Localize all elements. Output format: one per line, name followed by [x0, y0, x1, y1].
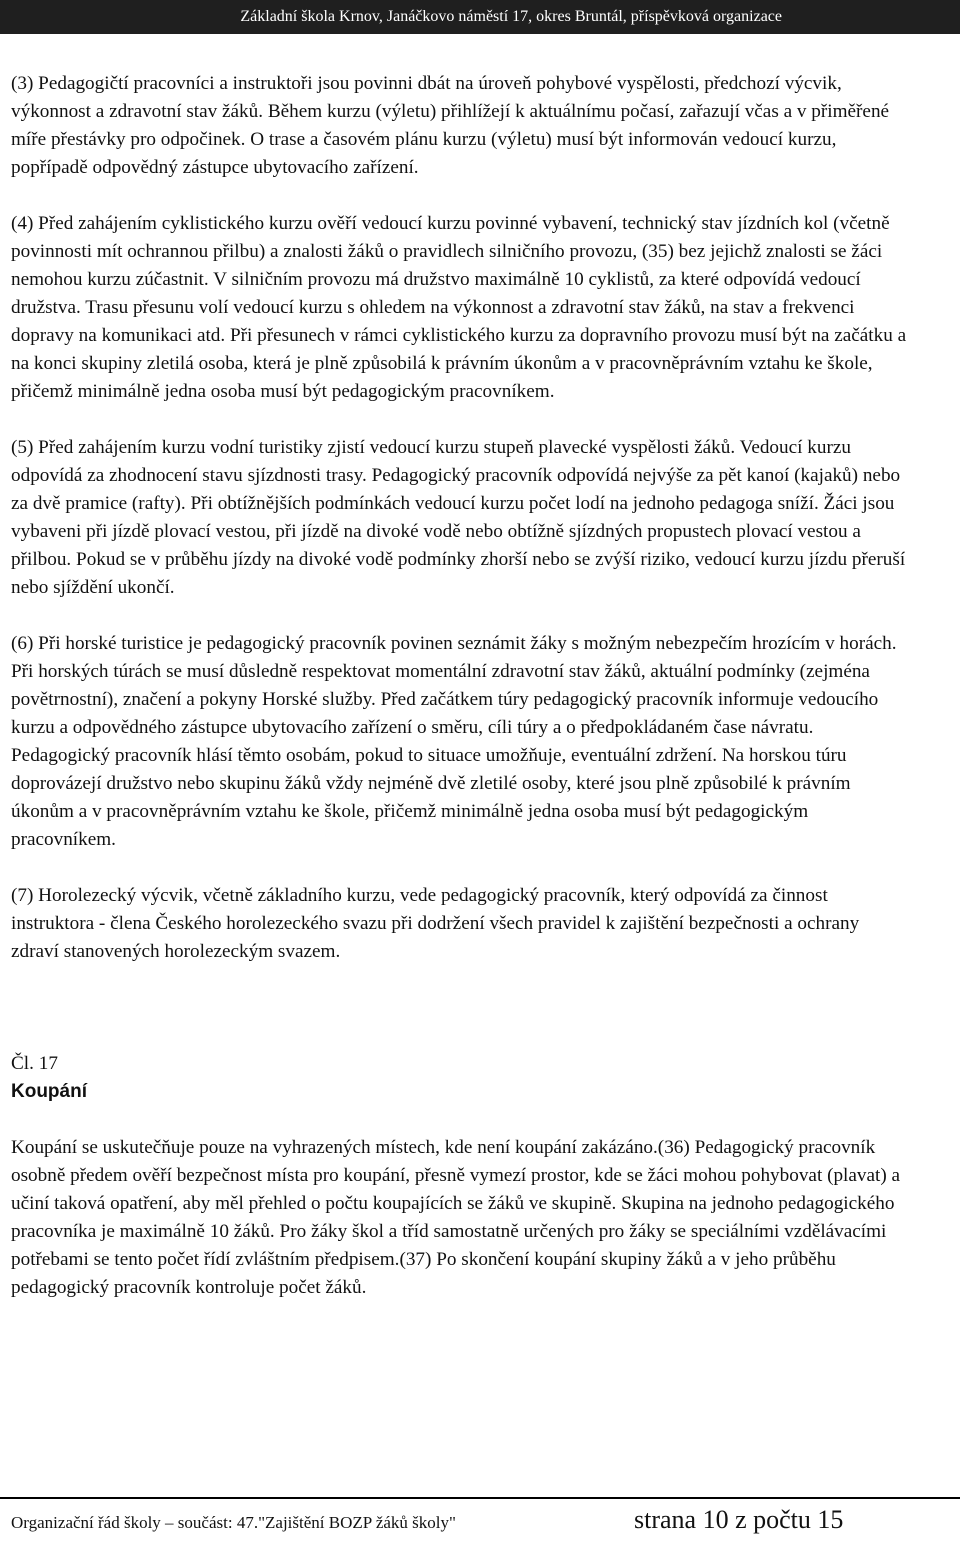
article-title: Koupání: [11, 1081, 87, 1102]
paragraph-7: (7) Horolezecký výcvik, včetně základního kurzu, vede pedagogický pracovník, který odpovídá za činnost instruktora - člena Českého horolezeckého svazu při dodržení všech pravidel k zajištění bezpečnosti a ochrany zdraví stanovených horolezeckým svazem.: [11, 885, 860, 962]
document-body: [11, 70, 911, 1302]
school-name: Základní škola Krnov, Janáčkovo náměstí 17, okres Bruntál, příspěvková organizace: [240, 8, 782, 25]
paragraph-6: (6) Při horské turistice je pedagogický pracovník povinen seznámit žáky s možným nebezpečím hrozícím v horách. Při horských túrách se musí důsledně respektovat momentální zdravotní stav žáků, aktuální podmínky (zejména povětrnostní), značení a pokyny Horské služby. Před začátkem túry pedagogický pracovník informuje vedoucího kurzu a odpovědného zástupce ubytovacího zařízení o směru, cíli túry a o předpokládaném čase návratu. Pedagogický pracovník hlásí těmto osobám, pokud to situace umožňuje, eventuální zdržení. Na horskou túru doprovázejí družstvo nebo skupinu žáků vždy nejméně dvě zletilé osoby, které jsou plně způsobilé k právním úkonům a v pracovněprávním vztahu ke škole, přičemž minimálně jedna osoba musí být pedagogickým pracovníkem.: [11, 633, 897, 850]
paragraph-4: (4) Před zahájením cyklistického kurzu ověří vedoucí kurzu povinné vybavení, technický stav jízdních kol (včetně povinnosti mít ochrannou přilbu) a znalosti žáků o pravidlech silničního provozu, (35) bez jejichž znalosti se žáci nemohou kurzu zúčastnit. V silničním provozu má družstvo maximálně 10 cyklistů, za které odpovídá vedoucí družstva. Trasu přesunu volí vedoucí kurzu s ohledem na výkonnost a zdravotní stav žáků, na stav a frekvenci dopravy na komunikaci atd. Při přesunech v rámci cyklistického kurzu za dopravního provozu musí být na začátku a na konci skupiny zletilá osoba, která je plně způsobilá k právním úkonům a v pracovněprávním vztahu ke škole, přičemž minimálně jedna osoba musí být pedagogickým pracovníkem.: [11, 213, 907, 402]
paragraph-3: (3) Pedagogičtí pracovníci a instruktoři jsou povinni dbát na úroveň pohybové vyspělosti, předchozí výcvik, výkonnost a zdravotní stav žáků. Během kurzu (výletu) přihlížejí k aktuálnímu počasí, zařazují včas a v přiměřené míře přestávky pro odpočinek. O trase a časovém plánu kurzu (výletu) musí být informován vedoucí kurzu, popřípadě odpovědný zástupce ubytovacího zařízení.: [11, 73, 890, 178]
footer-document-name: Organizační řád školy – součást: 47."Zajištění BOZP žáků školy": [11, 1513, 456, 1532]
footer-divider: [0, 1497, 960, 1499]
page-header: [0, 0, 960, 34]
article-number: Čl. 17: [11, 1053, 58, 1074]
page-number: strana 10 z počtu 15: [634, 1505, 844, 1534]
paragraph-5: (5) Před zahájením kurzu vodní turistiky zjistí vedoucí kurzu stupeň plavecké vyspělosti žáků. Vedoucí kurzu odpovídá za zhodnocení stavu sjízdnosti trasy. Pedagogický pracovník odpovídá nejvýše za pět kanoí (kajaků) nebo za dvě pramice (rafty). Při obtížnějších podmínkách vedoucí kurzu počet lodí na jednoho pedagoga sníží. Žáci jsou vybaveni při jízdě plovací vestou, při jízdě na divoké vodě nebo obtížně sjízdných propustech plovací vestou a přilbou. Pokud se v průběhu jízdy na divoké vodě podmínky zhorší nebo se zvýší riziko, vedoucí kurzu jízdu přeruší nebo sjíždění ukončí.: [11, 437, 906, 598]
article-body: Koupání se uskutečňuje pouze na vyhrazených místech, kde není koupání zakázáno.(36) Pedagogický pracovník osobně předem ověří bezpečnost místa pro koupání, přesně vymezí prostor, kde se žáci mohou pohybovat (plavat) a učiní taková opatření, aby měl přehled o počtu koupajících se žáků ve skupině. Skupina na jednoho pedagogického pracovníka je maximálně 10 žáků. Pro žáky škol a tříd samostatně určených pro žáky se speciálními vzdělávacími potřebami se tento počet řídí zvláštním předpisem.(37) Po skončení koupání skupiny žáků a v jeho průběhu pedagogický pracovník kontroluje počet žáků.: [11, 1137, 901, 1298]
